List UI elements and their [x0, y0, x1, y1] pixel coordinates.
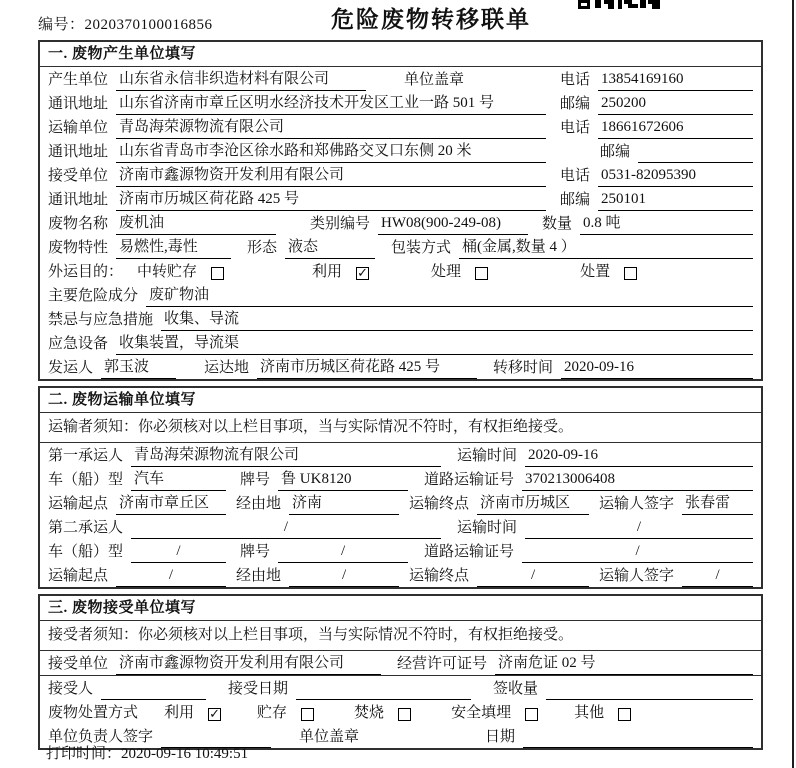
precautions-emergency-measures-value: 收集、导流: [161, 309, 753, 331]
waste-quantity-value: 0.8 吨: [580, 213, 753, 235]
print-time-label: 打印时间：: [46, 746, 122, 762]
purpose-dispose-label: 处置: [580, 264, 611, 280]
waste-form-label: 形态: [247, 240, 278, 256]
receiver-address-value: 济南市历城区荷花路 425 号: [116, 189, 546, 211]
second-origin-label: 运输起点: [48, 568, 109, 584]
form-number-value: 2020370100016856: [84, 17, 213, 33]
transporter-unit: [48, 117, 546, 139]
transporter-postcode-value: [638, 142, 753, 163]
first-origin-value: 济南市章丘区: [116, 493, 226, 515]
first-carrier-signature: [599, 493, 753, 515]
accepting-seal-label-label: 单位盖章: [299, 729, 360, 745]
purpose-transfer-storage-label: 中转贮存: [137, 264, 198, 280]
qr-code-fragment: [578, 0, 662, 11]
form-sections: [38, 40, 763, 755]
second-origin-value: /: [116, 565, 226, 587]
waste-form-value: 液态: [285, 237, 375, 259]
transporter-address-label: 通讯地址: [48, 144, 109, 160]
emergency-equipment: [48, 333, 753, 355]
second-carrier-signature-label: 运输人签字: [599, 568, 675, 584]
first-carrier-value: 青岛海荣源物流有限公司: [131, 445, 441, 467]
transporter-unit-value: 青岛海荣源物流有限公司: [116, 117, 546, 139]
seal-date-label: 日期: [485, 729, 516, 745]
form-row: [40, 700, 761, 724]
second-terminus: [409, 565, 589, 587]
second-transport-date: [457, 517, 753, 539]
seal-date: [485, 727, 753, 748]
second-carrier-value: /: [131, 517, 441, 539]
window-edge-line: [792, 0, 794, 768]
purpose-dispose-checkbox: [624, 267, 637, 280]
receiver-phone-value: 0531-82095390: [598, 165, 753, 187]
operating-license-number-value: 济南危证 02 号: [495, 653, 753, 675]
second-vehicle-type: [48, 541, 226, 563]
form-row: [40, 259, 761, 283]
section-3: [38, 594, 763, 750]
section-3-note: 接受者须知：你必须核对以上栏目事项，当与实际情况不符时，有权拒绝接受。: [40, 621, 761, 651]
first-via-value: 济南: [289, 493, 399, 515]
form-number: [38, 13, 213, 34]
form-number-label: 编号：: [38, 17, 85, 33]
second-terminus-label: 运输终点: [409, 568, 470, 584]
second-plate-number: [240, 541, 408, 563]
generator-address-label: 通讯地址: [48, 96, 109, 112]
packaging-method-value: 桶(金属,数量 4 ）: [459, 237, 753, 259]
generator-phone-value: 13854169160: [598, 69, 753, 91]
receiver-unit: [48, 165, 546, 187]
operating-license-number: [397, 653, 753, 675]
disposal-other-label: 其他: [574, 705, 605, 721]
disposal-storage-checkbox: [301, 708, 314, 721]
operating-license-number-label: 经营许可证号: [397, 656, 488, 672]
packaging-method-label: 包装方式: [391, 240, 452, 256]
second-plate-number-label: 牌号: [240, 544, 271, 560]
transporter-address-value: 山东省青岛市李沧区徐水路和郑佛路交叉口东侧 20 米: [116, 141, 546, 163]
second-carrier-label: 第二承运人: [48, 520, 124, 536]
first-plate-number-label: 牌号: [240, 472, 271, 488]
first-origin: [48, 493, 226, 515]
acceptance-date-value: [296, 679, 471, 700]
first-transport-date: [457, 445, 753, 467]
first-vehicle-type-value: 汽车: [131, 469, 226, 491]
transfer-date-value: 2020-09-16: [561, 357, 753, 379]
transporter-postcode-label: 邮编: [599, 144, 630, 160]
receiver-phone-label: 电话: [559, 168, 590, 184]
generator-seal-label-label: 单位盖章: [404, 72, 465, 88]
print-time: [46, 742, 248, 763]
generator-phone-label: 电话: [559, 72, 590, 88]
waste-category-code: [310, 213, 528, 235]
second-vehicle-type-value: /: [131, 541, 226, 563]
acceptance-date-label: 接受日期: [228, 681, 289, 697]
generator-address: [48, 93, 546, 115]
consignor-label: 发运人: [48, 360, 94, 376]
waste-quantity: [542, 213, 753, 235]
acceptor: [48, 679, 206, 700]
transporter-address: [48, 141, 546, 163]
print-time-value: 2020-09-16 10:49:51: [121, 746, 249, 762]
transporter-postcode: [600, 142, 753, 163]
section-2-note: 运输者须知：你必须核对以上栏目事项，当与实际情况不符时，有权拒绝接受。: [40, 413, 761, 443]
second-via-value: /: [289, 565, 399, 587]
form-row: [40, 211, 761, 235]
accepting-unit: [48, 653, 381, 675]
disposal-incineration: [354, 703, 411, 724]
generator-postcode: [560, 93, 753, 115]
form-row: [40, 283, 761, 307]
disposal-method-label: [48, 703, 146, 724]
first-transport-date-value: 2020-09-16: [525, 445, 753, 467]
acceptor-value: [101, 679, 206, 700]
form-row: [40, 515, 761, 539]
precautions-emergency-measures: [48, 309, 753, 331]
receiver-postcode-label: 邮编: [559, 192, 590, 208]
purpose-utilize-checkbox: ✓: [357, 266, 368, 281]
generator-address-value: 山东省济南市章丘区明水经济技术开发区工业一路 501 号: [116, 93, 546, 115]
form-row: [40, 331, 761, 355]
main-hazardous-component-label: 主要危险成分: [48, 288, 139, 304]
second-terminus-value: /: [477, 565, 589, 587]
second-road-transport-permit-value: /: [522, 541, 753, 563]
receiver-address-label: 通讯地址: [48, 192, 109, 208]
first-road-transport-permit-value: 370213006408: [522, 469, 753, 491]
first-carrier-signature-label: 运输人签字: [599, 496, 675, 512]
purpose-utilize: [312, 262, 369, 283]
disposal-incineration-label: 焚烧: [354, 705, 385, 721]
section-1-header: 一. 废物产生单位填写: [40, 42, 761, 67]
waste-category-code-value: HW08(900-249-08): [378, 213, 528, 235]
form-row: [40, 467, 761, 491]
disposal-landfill-checkbox: [525, 708, 538, 721]
second-carrier-signature: [599, 565, 753, 587]
first-terminus: [409, 493, 589, 515]
form-row: [40, 67, 761, 91]
form-row: [40, 307, 761, 331]
waste-name-value: 废机油: [116, 213, 276, 235]
disposal-landfill: [451, 703, 538, 724]
disposal-other: [574, 703, 631, 724]
waste-characteristics: [48, 237, 231, 259]
emergency-equipment-value: 收集装置，导流渠: [116, 333, 753, 355]
delivery-place-label: 运达地: [204, 360, 250, 376]
acceptance-date: [228, 679, 471, 700]
first-carrier-label: 第一承运人: [48, 448, 124, 464]
receiver-unit-label: 接受单位: [48, 168, 109, 184]
generator-unit-label: 产生单位: [48, 72, 109, 88]
first-carrier: [48, 445, 441, 467]
first-road-transport-permit-label: 道路运输证号: [424, 472, 515, 488]
signed-quantity-label: 签收量: [493, 681, 539, 697]
disposal-utilize-checkbox: ✓: [209, 707, 220, 722]
purpose-utilize-label: 利用: [312, 264, 343, 280]
receiver-address: [48, 189, 546, 211]
disposal-other-checkbox: [618, 708, 631, 721]
form-row: [40, 651, 761, 676]
first-vehicle-type: [48, 469, 226, 491]
second-transport-date-value: /: [525, 517, 753, 539]
second-vehicle-type-label: 车（船）型: [48, 544, 124, 560]
disposal-utilize: [164, 703, 221, 724]
accepting-unit-value: 济南市鑫源物资开发利用有限公司: [116, 653, 381, 675]
second-origin: [48, 565, 226, 587]
first-terminus-label: 运输终点: [409, 496, 470, 512]
first-terminus-value: 济南市历城区: [477, 493, 589, 515]
disposal-storage-label: 贮存: [257, 705, 288, 721]
receiver-unit-value: 济南市鑫源物资开发利用有限公司: [116, 165, 546, 187]
seal-date-value: [523, 727, 753, 748]
purpose-treat-checkbox: [475, 267, 488, 280]
first-via: [236, 493, 399, 515]
generator-postcode-label: 邮编: [559, 96, 590, 112]
second-plate-number-value: /: [278, 541, 408, 563]
first-vehicle-type-label: 车（船）型: [48, 472, 124, 488]
section-3-header: 三. 废物接受单位填写: [40, 596, 761, 621]
first-plate-number-value: 鲁 UK8120: [278, 469, 408, 491]
second-road-transport-permit: [424, 541, 753, 563]
waste-category-code-label: 类别编号: [310, 216, 371, 232]
purpose-transfer-storage: [137, 262, 224, 283]
accepting-seal-label: [299, 727, 367, 748]
form-row: [40, 676, 761, 700]
precautions-emergency-measures-label: 禁忌与应急措施: [48, 312, 154, 328]
delivery-place-value: 济南市历城区荷花路 425 号: [257, 357, 477, 379]
section-2-header: 二. 废物运输单位填写: [40, 388, 761, 413]
transfer-purpose-label: [48, 262, 131, 283]
form-row: [40, 139, 761, 163]
second-transport-date-label: 运输时间: [457, 520, 518, 536]
waste-quantity-label: 数量: [542, 216, 573, 232]
purpose-dispose: [580, 262, 637, 283]
section-2: [38, 386, 763, 589]
second-road-transport-permit-label: 道路运输证号: [424, 544, 515, 560]
first-carrier-signature-value: 张春雷: [682, 493, 753, 515]
consignor-value: 郭玉波: [101, 357, 176, 379]
transporter-phone: [560, 117, 753, 139]
acceptor-label: 接受人: [48, 681, 94, 697]
form-row: [40, 539, 761, 563]
transfer-date: [493, 357, 753, 379]
purpose-treat-label: 处理: [431, 264, 462, 280]
disposal-landfill-label: 安全填埋: [451, 705, 512, 721]
form-row: [40, 491, 761, 515]
main-hazardous-component-value: 废矿物油: [146, 285, 753, 307]
form-row: [40, 355, 761, 379]
form-row: [40, 563, 761, 587]
generator-postcode-value: 250200: [598, 93, 753, 115]
transporter-unit-label: 运输单位: [48, 120, 109, 136]
delivery-place: [204, 357, 477, 379]
section-1: [38, 40, 763, 381]
main-hazardous-component: [48, 285, 753, 307]
form-row: [40, 115, 761, 139]
first-origin-label: 运输起点: [48, 496, 109, 512]
generator-seal-label: [404, 70, 472, 91]
accepting-unit-label: 接受单位: [48, 656, 109, 672]
first-transport-date-label: 运输时间: [457, 448, 518, 464]
responsible-person-signature-label: 单位负责人签字: [48, 729, 154, 745]
second-carrier-signature-value: /: [682, 565, 753, 587]
first-via-label: 经由地: [236, 496, 282, 512]
form-row: [40, 443, 761, 467]
disposal-utilize-label: 利用: [164, 705, 195, 721]
form-row: [40, 187, 761, 211]
purpose-transfer-storage-checkbox: [211, 267, 224, 280]
signed-quantity: [493, 679, 753, 700]
transporter-phone-label: 电话: [559, 120, 590, 136]
form-row: [40, 163, 761, 187]
waste-characteristics-value: 易燃性,毒性: [116, 237, 231, 259]
transfer-date-label: 转移时间: [493, 360, 554, 376]
page-title: 危险废物转移联单: [331, 7, 531, 32]
disposal-storage: [257, 703, 314, 724]
form-row: [40, 91, 761, 115]
first-road-transport-permit: [424, 469, 753, 491]
form-row: [40, 235, 761, 259]
waste-characteristics-label: 废物特性: [48, 240, 109, 256]
waste-name-label: 废物名称: [48, 216, 109, 232]
second-via-label: 经由地: [236, 568, 282, 584]
generator-phone: [560, 69, 753, 91]
disposal-method-label-label: 废物处置方式: [48, 705, 139, 721]
consignor: [48, 357, 176, 379]
disposal-incineration-checkbox: [398, 708, 411, 721]
emergency-equipment-label: 应急设备: [48, 336, 109, 352]
receiver-postcode: [560, 189, 753, 211]
second-carrier: [48, 517, 441, 539]
second-via: [236, 565, 399, 587]
receiver-postcode-value: 250101: [598, 189, 753, 211]
first-plate-number: [240, 469, 408, 491]
receiver-phone: [560, 165, 753, 187]
packaging-method: [391, 237, 753, 259]
signed-quantity-value: [546, 679, 753, 700]
waste-form: [247, 237, 375, 259]
transporter-phone-value: 18661672606: [598, 117, 753, 139]
purpose-treat: [431, 262, 488, 283]
generator-unit-value: 山东省永信非织造材料有限公司: [116, 69, 366, 91]
generator-unit: [48, 69, 366, 91]
waste-name: [48, 213, 276, 235]
transfer-purpose-label-label: 外运目的：: [48, 264, 124, 280]
